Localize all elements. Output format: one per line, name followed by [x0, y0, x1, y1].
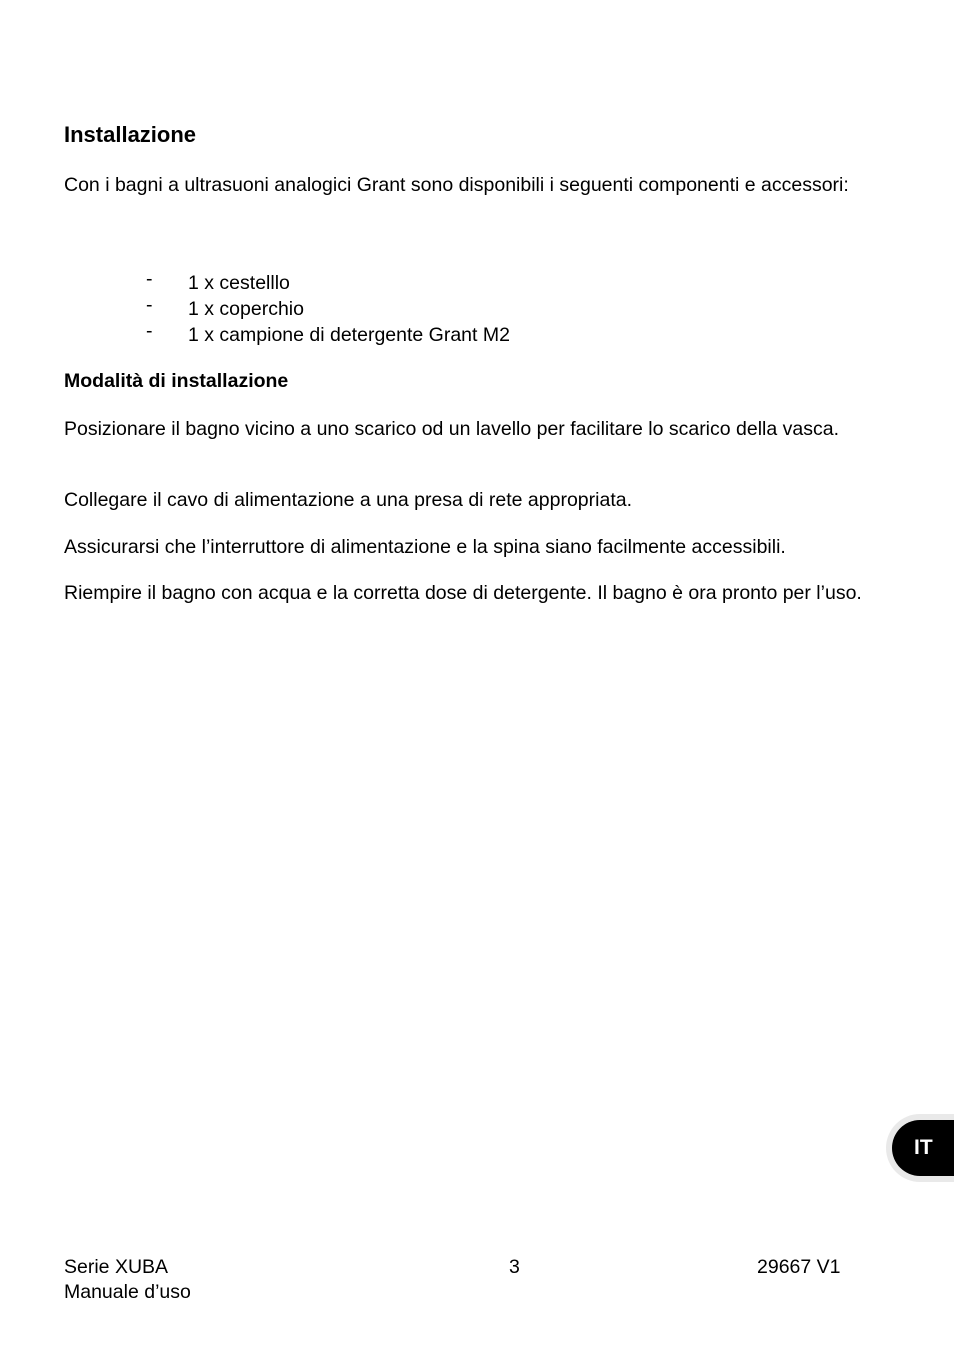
components-list	[146, 270, 510, 348]
language-label: IT	[892, 1120, 954, 1176]
footer-series: Serie XUBA	[64, 1256, 169, 1278]
installation-step-2: Collegare il cavo di alimentazione a una presa di rete appropriata.	[64, 489, 633, 511]
list-bullet: -	[146, 268, 153, 290]
installation-step-3: Assicurarsi che l’interruttore di alimentazione e la spina siano facilmente accessibili.	[64, 536, 786, 558]
section-title: Installazione	[64, 122, 197, 147]
list-bullet: -	[146, 294, 153, 316]
footer-page-number: 3	[509, 1256, 520, 1278]
list-item	[146, 270, 510, 296]
list-item-text: 1 x cestelllo	[188, 272, 290, 294]
footer-manual: Manuale d’uso	[64, 1281, 191, 1303]
footer-doc-code: 29667 V1	[757, 1256, 841, 1278]
installation-step-4: Riempire il bagno con acqua e la corretta dose di detergente. Il bagno è ora pronto per l’uso.	[64, 582, 862, 604]
list-item	[146, 296, 510, 322]
list-item-text: 1 x campione di detergente Grant M2	[188, 324, 510, 346]
intro-paragraph: Con i bagni a ultrasuoni analogici Grant sono disponibili i seguenti componenti e accessori:	[64, 174, 849, 196]
list-bullet: -	[146, 320, 153, 342]
installation-heading: Modalità di installazione	[64, 370, 289, 392]
list-item-text: 1 x coperchio	[188, 298, 304, 320]
installation-step-1: Posizionare il bagno vicino a uno scarico od un lavello per facilitare lo scarico della vasca.	[64, 418, 840, 440]
list-item	[146, 322, 510, 348]
language-tab	[886, 1114, 954, 1182]
